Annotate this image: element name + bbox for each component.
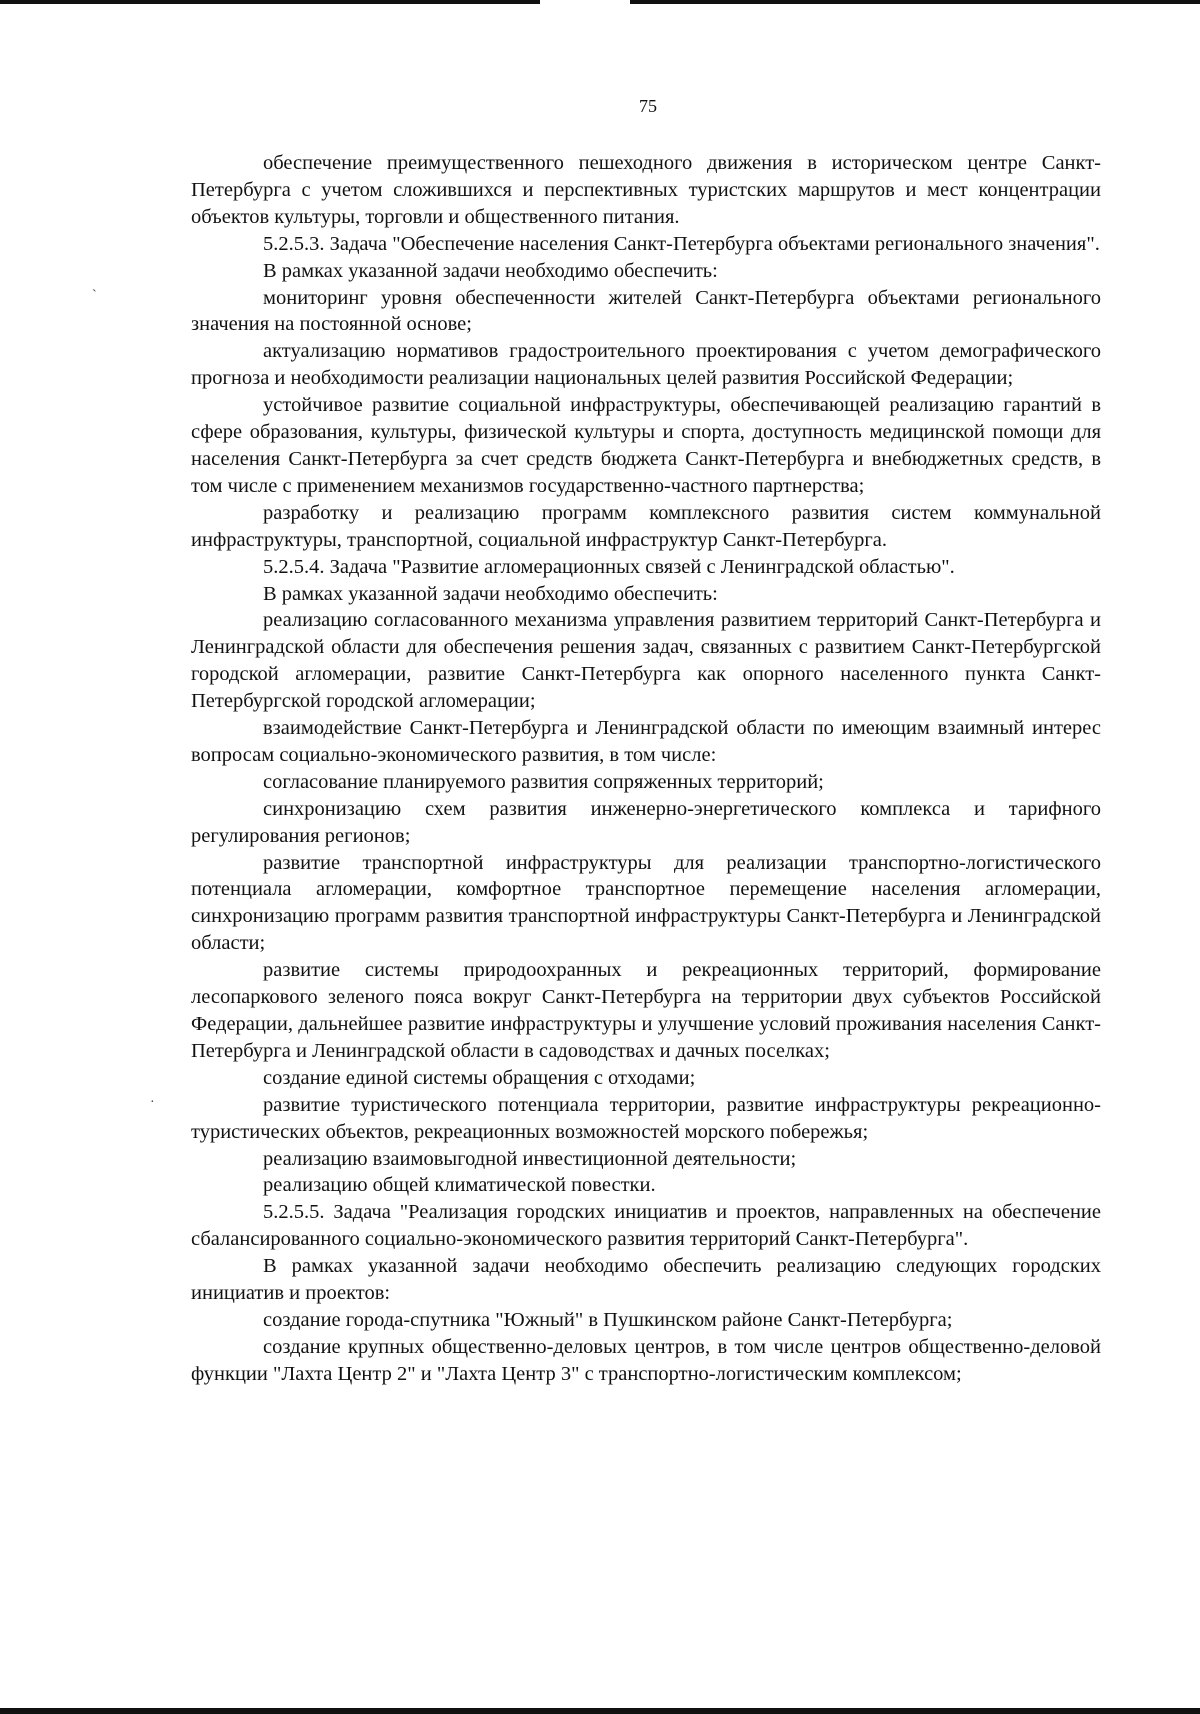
paragraph: обеспечение преимущественного пешеходного движения в историческом центре Санкт-Петербурга с учетом сложившихся и перспективных туристских маршрутов и мест концентрации объектов культуры, торговли и общественного питания.: [191, 152, 1101, 228]
margin-mark: ·: [150, 1095, 155, 1110]
list-item: устойчивое развитие социальной инфраструктуры, обеспечивающей реализацию гарантий в сфере образования, культуры, физической культуры и спорта, доступность медицинской помощи для населения Санкт-Петербурга за счет средств бюджета Санкт-Петербурга и внебюджетных средств, в том числе с применением механизмов государственно-частного партнерства;: [191, 394, 1101, 497]
list-item: реализацию общей климатической повестки.: [263, 1174, 656, 1197]
page-number: 75: [639, 96, 657, 116]
list-item: синхронизацию схем развития инженерно-энергетического комплекса и тарифного регулирования регионов;: [191, 797, 1101, 847]
list-item: согласование планируемого развития сопряженных территорий;: [263, 770, 824, 793]
list-item: разработку и реализацию программ комплексного развития систем коммунальной инфраструктуры, транспортной, социальной инфраструктур Санкт-Петербурга.: [191, 501, 1101, 551]
list-item: создание крупных общественно-деловых центров, в том числе центров общественно-деловой функции "Лахта Центр 2" и "Лахта Центр 3" с транспортно-логистическим комплексом;: [191, 1335, 1101, 1385]
section-heading: 5.2.5.4. Задача "Развитие агломерационных связей с Ленинградской областью".: [263, 555, 955, 578]
list-item: развитие системы природоохранных и рекреационных территорий, формирование лесопаркового зеленого пояса вокруг Санкт-Петербурга на территории двух субъектов Российской Федерации, дальнейшее развитие инфраструктуры и улучшение условий проживания населения Санкт-Петербурга и Ленинградской области в садоводствах и дачных поселках;: [191, 959, 1101, 1062]
list-item: развитие транспортной инфраструктуры для реализации транспортно-логистического потенциала агломерации, комфортное транспортное перемещение населения агломерации, синхронизацию программ развития транспортной инфраструктуры Санкт-Петербурга и Ленинградской области;: [191, 851, 1101, 955]
document-body: [191, 150, 1101, 1388]
list-item: мониторинг уровня обеспеченности жителей Санкт-Петербурга объектами регионального значения на постоянной основе;: [191, 286, 1101, 336]
list-item: развитие туристического потенциала территории, развитие инфраструктуры рекреационно-туристических объектов, рекреационных возможностей морского побережья;: [191, 1093, 1101, 1143]
scan-edge-gap: [540, 0, 630, 4]
list-item: создание единой системы обращения с отходами;: [263, 1066, 696, 1089]
list-item: реализацию взаимовыгодной инвестиционной деятельности;: [263, 1147, 797, 1170]
list-item: создание города-спутника "Южный" в Пушкинском районе Санкт-Петербурга;: [263, 1308, 953, 1331]
list-item: реализацию согласованного механизма управления развитием территорий Санкт-Петербурга и Ленинградской области для обеспечения решения задач, связанных с развитием Санкт-Петербургской городской агломерации, развитие Санкт-Петербурга как опорного населенного пункта Санкт-Петербургской городской агломерации;: [191, 609, 1101, 713]
scan-edge-bottom: [0, 1708, 1200, 1714]
list-item: взаимодействие Санкт-Петербурга и Ленинградской области по имеющим взаимный интерес вопросам социально-экономического развития, в том числе:: [191, 717, 1101, 766]
section-heading: 5.2.5.5. Задача "Реализация городских инициатив и проектов, направленных на обеспечение сбалансированного социально-экономического развития территорий Санкт-Петербурга".: [191, 1201, 1101, 1251]
scan-edge-top: [0, 0, 1200, 4]
list-item: актуализацию нормативов градостроительного проектирования с учетом демографического прогноза и необходимости реализации национальных целей развития Российской Федерации;: [191, 340, 1101, 390]
paragraph: В рамках указанной задачи необходимо обеспечить:: [263, 582, 718, 605]
section-heading: 5.2.5.3. Задача "Обеспечение населения Санкт-Петербурга объектами регионального значения".: [263, 232, 1100, 255]
margin-mark: ˴: [92, 282, 97, 297]
paragraph: В рамках указанной задачи необходимо обеспечить:: [263, 259, 718, 282]
paragraph: В рамках указанной задачи необходимо обеспечить реализацию следующих городских инициатив и проектов:: [191, 1255, 1101, 1305]
